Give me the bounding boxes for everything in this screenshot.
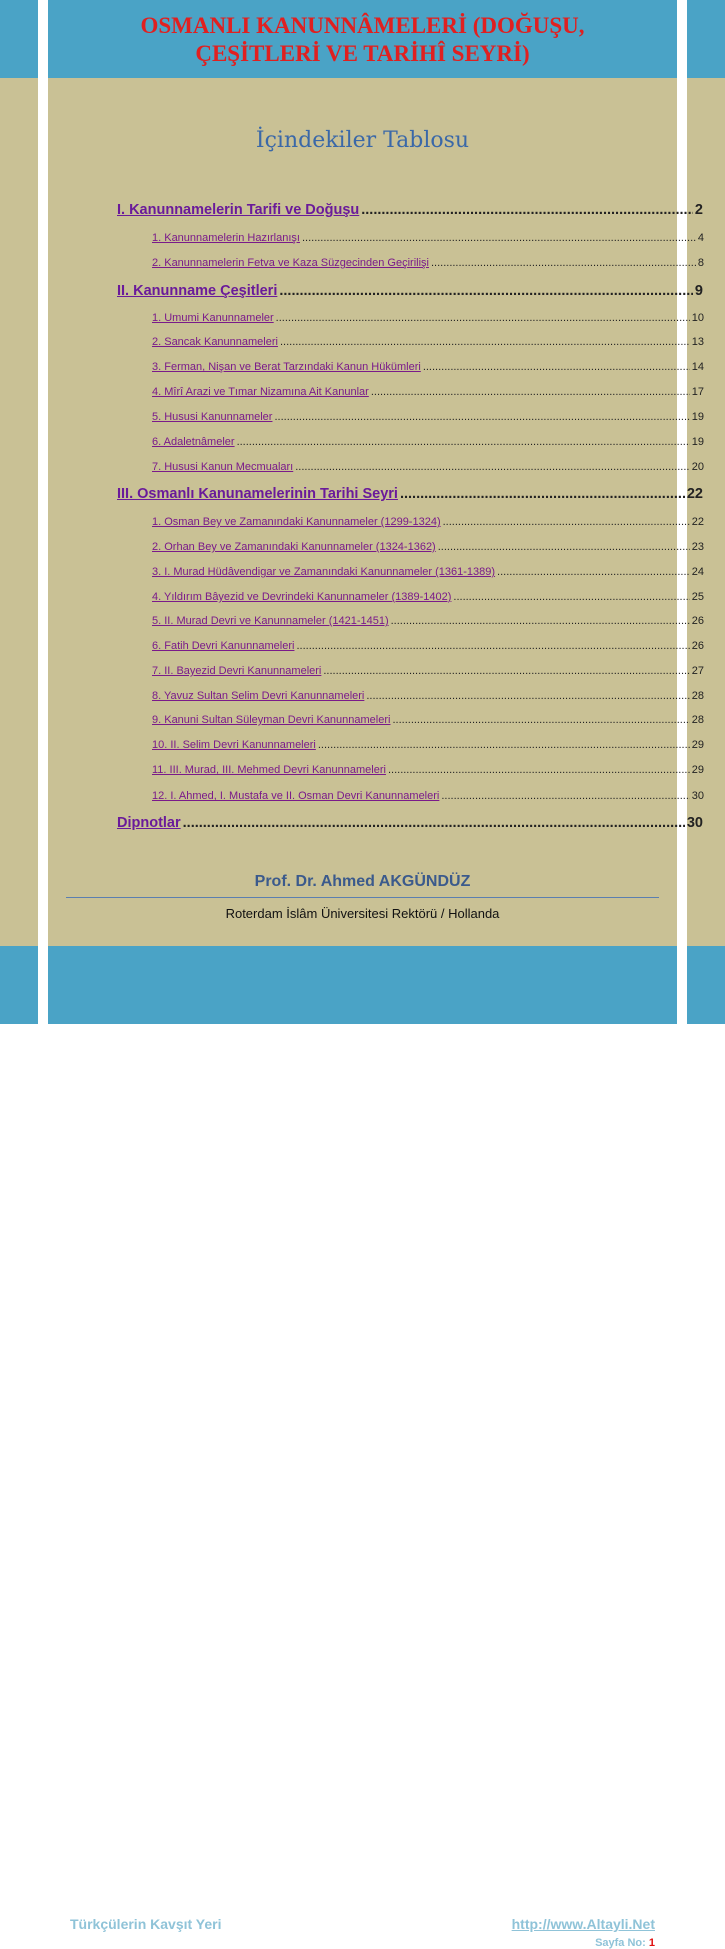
- toc-dot-leader: [361, 202, 693, 218]
- toc-page-number: 2: [694, 202, 703, 218]
- toc-subsection-entry[interactable]: [152, 516, 704, 528]
- page-footer-band: [48, 946, 677, 1949]
- page-number-value: 1: [648, 1937, 655, 1949]
- toc-dot-leader: [388, 764, 690, 776]
- toc-page-number: 24: [691, 566, 704, 578]
- toc-dot-leader: [443, 516, 690, 528]
- toc-dot-leader: [453, 591, 689, 603]
- toc-dot-leader: [431, 257, 696, 269]
- toc-subsection-entry[interactable]: [152, 361, 704, 373]
- toc-entry-link[interactable]: 12. I. Ahmed, I. Mustafa ve II. Osman Devri Kanunnameleri: [152, 790, 440, 802]
- toc-entry-link[interactable]: 3. Ferman, Nişan ve Berat Tarzındaki Kanun Hükümleri: [152, 361, 421, 373]
- toc-entry-link[interactable]: II. Kanunname Çeşitleri: [117, 283, 278, 299]
- toc-dot-leader: [302, 232, 696, 244]
- toc-dot-leader: [366, 690, 689, 702]
- toc-page-number: 26: [691, 640, 704, 652]
- toc-page-number: 9: [694, 283, 703, 299]
- toc-entry-link[interactable]: 5. II. Murad Devri ve Kanunnameler (1421-1451): [152, 615, 389, 627]
- author-name: Prof. Dr. Ahmed AKGÜNDÜZ: [254, 873, 471, 890]
- toc-dot-leader: [438, 541, 690, 553]
- toc-subsection-entry[interactable]: [152, 541, 704, 553]
- footer-url-link[interactable]: http://www.Altayli.Net: [511, 1916, 655, 1932]
- toc-subsection-entry[interactable]: [152, 386, 704, 398]
- toc-dot-leader: [274, 411, 689, 423]
- toc-dot-leader: [371, 386, 690, 398]
- toc-subsection-entry[interactable]: [152, 566, 704, 578]
- toc-dot-leader: [323, 665, 689, 677]
- toc-page-number: 8: [697, 257, 704, 269]
- toc-page-number: 26: [691, 615, 704, 627]
- toc-entry-link[interactable]: 2. Sancak Kanunnameleri: [152, 336, 278, 348]
- toc-entry-link[interactable]: 2. Orhan Bey ve Zamanındaki Kanunnameler (1324-1362): [152, 541, 436, 553]
- toc-subsection-entry[interactable]: [152, 640, 704, 652]
- toc-page-number: 22: [691, 516, 704, 528]
- toc-entry-link[interactable]: 6. Fatih Devri Kanunnameleri: [152, 640, 295, 652]
- toc-dot-leader: [279, 283, 693, 299]
- toc-section-entry[interactable]: [117, 202, 703, 218]
- toc-subsection-entry[interactable]: [152, 591, 704, 603]
- toc-entry-link[interactable]: 1. Umumi Kanunnameler: [152, 312, 274, 324]
- page-header-band: [48, 0, 677, 78]
- toc-entry-link[interactable]: 11. III. Murad, III. Mehmed Devri Kanunnameleri: [152, 764, 386, 776]
- toc-dot-leader: [400, 486, 685, 502]
- toc-dot-leader: [497, 566, 690, 578]
- toc-subsection-entry[interactable]: [152, 336, 704, 348]
- right-margin-band: [687, 0, 725, 1024]
- toc-page-number: 20: [691, 461, 704, 473]
- toc-subsection-entry[interactable]: [152, 665, 704, 677]
- divider-line: [66, 897, 659, 898]
- toc-entry-link[interactable]: III. Osmanlı Kanunamelerinin Tarihi Seyri: [117, 486, 398, 502]
- toc-entry-link[interactable]: 4. Yıldırım Bâyezid ve Devrindeki Kanunnameler (1389-1402): [152, 591, 452, 603]
- toc-dot-leader: [295, 461, 690, 473]
- toc-dot-leader: [276, 312, 690, 324]
- toc-page-number: 19: [691, 411, 704, 423]
- toc-dot-leader: [280, 336, 690, 348]
- toc-subsection-entry[interactable]: [152, 257, 704, 269]
- toc-entry-link[interactable]: 7. II. Bayezid Devri Kanunnameleri: [152, 665, 322, 677]
- footer-page-number: [595, 1937, 655, 1949]
- toc-subsection-entry[interactable]: [152, 764, 704, 776]
- toc-subsection-entry[interactable]: [152, 714, 704, 726]
- left-margin-band: [0, 0, 38, 1024]
- toc-dot-leader: [441, 790, 689, 802]
- toc-subsection-entry[interactable]: [152, 436, 704, 448]
- left-margin-panel: [0, 78, 38, 946]
- toc-subsection-entry[interactable]: [152, 232, 704, 244]
- document-title-line2: ÇEŞİTLERİ VE TARİHÎ SEYRİ): [195, 41, 530, 66]
- toc-page-number: 29: [691, 739, 704, 751]
- author-affiliation: Roterdam İslâm Üniversitesi Rektörü / Hollanda: [225, 906, 500, 921]
- footer-site-name: Türkçülerin Kavşıt Yeri: [70, 1916, 222, 1932]
- toc-page-number: 13: [691, 336, 704, 348]
- toc-subsection-entry[interactable]: [152, 615, 704, 627]
- toc-section-entry[interactable]: [117, 815, 703, 831]
- document-page: [48, 0, 704, 1949]
- toc-page-number: 19: [691, 436, 704, 448]
- toc-entry-link[interactable]: 2. Kanunnamelerin Fetva ve Kaza Süzgecinden Geçirilişi: [152, 257, 429, 269]
- toc-page-number: 30: [686, 815, 703, 831]
- page-number-label: Sayfa No:: [595, 1937, 646, 1949]
- toc-dot-leader: [237, 436, 690, 448]
- toc-entry-link[interactable]: 6. Adaletnâmeler: [152, 436, 235, 448]
- toc-dot-leader: [391, 615, 690, 627]
- toc-entry-link[interactable]: 3. I. Murad Hüdâvendigar ve Zamanındaki Kanunnameler (1361-1389): [152, 566, 496, 578]
- toc-page-number: 17: [691, 386, 704, 398]
- document-title-line1: OSMANLI KANUNNÂMELERİ (DOĞUŞU,: [140, 13, 585, 38]
- toc-subsection-entry[interactable]: [152, 411, 704, 423]
- toc-page-number: 22: [686, 486, 703, 502]
- toc-entry-link[interactable]: 1. Osman Bey ve Zamanındaki Kanunnameler (1299-1324): [152, 516, 441, 528]
- toc-subsection-entry[interactable]: [152, 690, 704, 702]
- toc-page-number: 25: [691, 591, 704, 603]
- toc-dot-leader: [183, 815, 685, 831]
- toc-dot-leader: [318, 739, 690, 751]
- toc-heading: İçindekiler Tablosu: [255, 128, 470, 153]
- toc-page-number: 4: [697, 232, 704, 244]
- toc-dot-leader: [296, 640, 689, 652]
- toc-page-number: 10: [691, 312, 704, 324]
- toc-dot-leader: [423, 361, 690, 373]
- toc-dot-leader: [392, 714, 689, 726]
- document-title: [48, 12, 677, 68]
- toc-page-number: 27: [691, 665, 704, 677]
- toc-page-number: 30: [691, 790, 704, 802]
- toc-entry-link[interactable]: 4. Mîrî Arazi ve Tımar Nizamına Ait Kanunlar: [152, 386, 369, 398]
- toc-entry-link[interactable]: 9. Kanuni Sultan Süleyman Devri Kanunnameleri: [152, 714, 391, 726]
- toc-entry-link[interactable]: 7. Hususi Kanun Mecmuaları: [152, 461, 294, 473]
- toc-entry-link[interactable]: 10. II. Selim Devri Kanunnameleri: [152, 739, 316, 751]
- toc-section-entry[interactable]: [117, 283, 703, 299]
- toc-page-number: 28: [691, 714, 704, 726]
- toc-entry-link[interactable]: 5. Hususi Kanunnameler: [152, 411, 273, 423]
- toc-subsection-entry[interactable]: [152, 461, 704, 473]
- toc-subsection-entry[interactable]: [152, 790, 704, 802]
- toc-page-number: 29: [691, 764, 704, 776]
- toc-subsection-entry[interactable]: [152, 312, 704, 324]
- toc-section-entry[interactable]: [117, 486, 703, 502]
- toc-page-number: 14: [691, 361, 704, 373]
- toc-entry-link[interactable]: Dipnotlar: [117, 815, 181, 831]
- toc-page-number: 23: [691, 541, 704, 553]
- toc-page-number: 28: [691, 690, 704, 702]
- toc-entry-link[interactable]: 1. Kanunnamelerin Hazırlanışı: [152, 232, 300, 244]
- toc-subsection-entry[interactable]: [152, 739, 704, 751]
- toc-entry-link[interactable]: I. Kanunnamelerin Tarifi ve Doğuşu: [117, 202, 360, 218]
- toc-entry-link[interactable]: 8. Yavuz Sultan Selim Devri Kanunnameleri: [152, 690, 365, 702]
